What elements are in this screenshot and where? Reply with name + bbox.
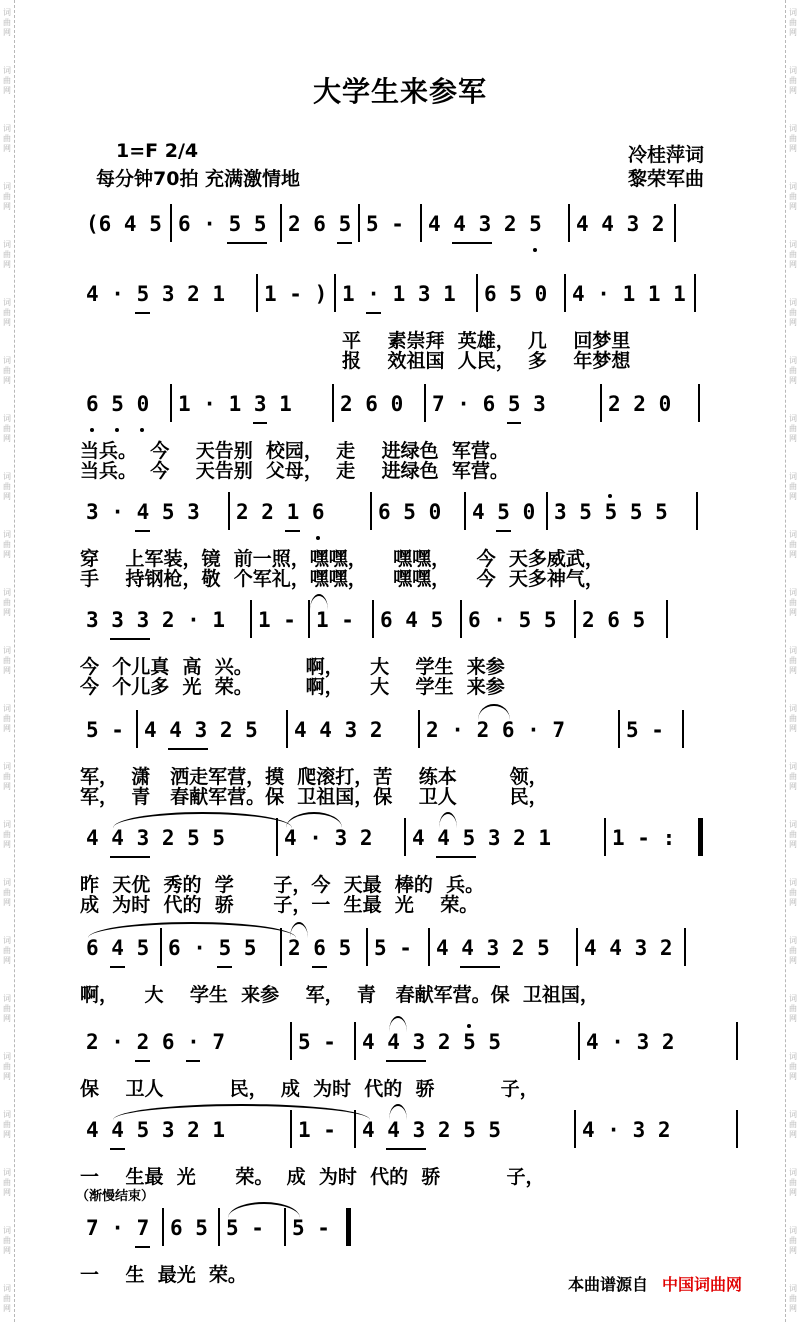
slur-arc bbox=[478, 704, 509, 720]
barline bbox=[546, 492, 548, 530]
measure: 4 · 3 2 bbox=[586, 1030, 675, 1054]
measure: 5 - bbox=[226, 1216, 264, 1240]
beam-underline bbox=[452, 242, 492, 244]
watermark-stamp: 词曲网 bbox=[789, 414, 797, 443]
barline bbox=[334, 274, 336, 312]
source-label: 本曲谱源自 bbox=[568, 1275, 649, 1294]
measure: 7 · 7 bbox=[86, 1216, 150, 1240]
beam-underline bbox=[386, 1148, 426, 1150]
lyric-line: 保 卫人 民， 成 为时 代的 骄 子， bbox=[80, 1078, 539, 1100]
measure: 1 - ) bbox=[264, 282, 328, 306]
slur-arc bbox=[113, 812, 292, 828]
watermark-stamp: 词曲网 bbox=[3, 1110, 11, 1139]
measure: 5 - bbox=[626, 718, 664, 742]
source-brand-link[interactable]: 中国词曲网 bbox=[662, 1275, 743, 1294]
watermark-stamp: 词曲网 bbox=[789, 124, 797, 153]
song-title: 大学生来参军 bbox=[312, 75, 487, 108]
octave-down-dot bbox=[533, 248, 537, 252]
lyric-line: 报 效祖国 人民， 多 年梦想 bbox=[342, 350, 631, 372]
measure: 2 · 2 6 · 7 bbox=[86, 1030, 226, 1054]
lyric-line: 一 生 最光 荣。 bbox=[80, 1264, 247, 1286]
barline bbox=[464, 492, 466, 530]
watermark-stamp: 词曲网 bbox=[789, 878, 797, 907]
barline bbox=[684, 928, 686, 966]
notation-line bbox=[80, 826, 740, 854]
beam-underline bbox=[386, 1060, 426, 1062]
barline bbox=[618, 710, 620, 748]
lyricist-credit: 冷桂萍词 bbox=[628, 144, 705, 166]
barline bbox=[576, 928, 578, 966]
measure: 3 · 4 5 3 bbox=[86, 500, 200, 524]
barline bbox=[358, 204, 360, 242]
measure: 6 · 5 5 bbox=[168, 936, 257, 960]
watermark-stamp: 词曲网 bbox=[789, 472, 797, 501]
beam-underline bbox=[110, 856, 150, 858]
measure: 5 - bbox=[298, 1030, 336, 1054]
watermark-stamp: 词曲网 bbox=[3, 1052, 11, 1081]
beam-underline bbox=[436, 856, 476, 858]
notation-line bbox=[80, 1118, 740, 1146]
measure: 1 · 1 3 1 bbox=[178, 392, 292, 416]
barline bbox=[136, 710, 138, 748]
measure: (6 4 5 bbox=[86, 212, 162, 236]
barline bbox=[460, 600, 462, 638]
barline bbox=[574, 600, 576, 638]
watermark-stamp: 词曲网 bbox=[3, 588, 11, 617]
measure: 2 6 0 bbox=[340, 392, 404, 416]
barline bbox=[736, 1022, 738, 1060]
watermark-stamp: 词曲网 bbox=[3, 936, 11, 965]
lyric-line: 平 素崇拜 英雄， 几 回梦里 bbox=[342, 330, 631, 352]
barline bbox=[696, 492, 698, 530]
watermark-stamp: 词曲网 bbox=[789, 936, 797, 965]
slur-arc bbox=[286, 812, 342, 828]
barline bbox=[694, 274, 696, 312]
measure: 4 4 5 3 2 1 bbox=[86, 1118, 226, 1142]
measure: 4 · 5 3 2 1 bbox=[86, 282, 226, 306]
octave-down-dot bbox=[316, 536, 320, 540]
slur-arc bbox=[113, 1104, 370, 1120]
lyric-line: 当兵。 今 天告别 父母， 走 进绿色 军营。 bbox=[80, 460, 509, 482]
watermark-stamp: 词曲网 bbox=[3, 472, 11, 501]
measure: 5 - bbox=[374, 936, 412, 960]
measure: 7 · 6 5 3 bbox=[432, 392, 546, 416]
barline bbox=[286, 710, 288, 748]
beam-underline bbox=[110, 638, 150, 640]
barline bbox=[404, 818, 406, 856]
barline bbox=[698, 818, 703, 856]
lyric-line: 啊， 大 学生 来参 军， 青 春献军营。保 卫祖国， bbox=[80, 984, 599, 1006]
barline bbox=[332, 384, 334, 422]
barline bbox=[256, 274, 258, 312]
measure: 5 - bbox=[86, 718, 124, 742]
measure: 6 · 5 5 bbox=[468, 608, 557, 632]
measure: 2 6 5 bbox=[582, 608, 646, 632]
barline bbox=[674, 204, 676, 242]
watermark-stamp: 词曲网 bbox=[789, 762, 797, 791]
lyric-line: 今 个儿多 光 荣。 啊， 大 学生 来参 bbox=[80, 676, 505, 698]
measure: 4 4 3 2 5 5 bbox=[362, 1030, 502, 1054]
barline bbox=[666, 600, 668, 638]
watermark-stamp: 词曲网 bbox=[789, 1110, 797, 1139]
barline bbox=[564, 274, 566, 312]
watermark-stamp: 词曲网 bbox=[3, 356, 11, 385]
slur-arc bbox=[389, 1104, 407, 1120]
watermark-stamp: 词曲网 bbox=[3, 1284, 11, 1313]
beam-underline bbox=[168, 748, 208, 750]
beam-underline bbox=[110, 1148, 125, 1150]
beam-underline bbox=[186, 1060, 201, 1062]
measure: 6 5 0 bbox=[378, 500, 442, 524]
barline bbox=[568, 204, 570, 242]
watermark-stamp: 词曲网 bbox=[3, 820, 11, 849]
barline bbox=[428, 928, 430, 966]
watermark-stamp: 词曲网 bbox=[789, 646, 797, 675]
watermark-stamp: 词曲网 bbox=[789, 298, 797, 327]
measure: 6 4 5 bbox=[380, 608, 444, 632]
lyric-line: 今 个儿真 高 兴。 啊， 大 学生 来参 bbox=[80, 656, 505, 678]
beam-underline bbox=[460, 966, 500, 968]
measure: 1 - bbox=[316, 608, 354, 632]
tempo-marking: 每分钟70拍 充满激情地 bbox=[96, 168, 301, 190]
measure: 4 4 3 2 5 bbox=[428, 212, 542, 236]
watermark-stamp: 词曲网 bbox=[3, 414, 11, 443]
beam-underline bbox=[135, 312, 150, 314]
notation-line bbox=[80, 282, 740, 310]
measure: 4 · 1 1 1 bbox=[572, 282, 686, 306]
measure: 4 4 3 2 5 bbox=[436, 936, 550, 960]
measure: 4 · 3 2 bbox=[582, 1118, 671, 1142]
watermark-stamp: 词曲网 bbox=[3, 762, 11, 791]
composer-credit: 黎荣军曲 bbox=[628, 168, 705, 190]
slur-arc bbox=[310, 594, 328, 610]
beam-underline bbox=[135, 530, 150, 532]
measure: 4 5 0 bbox=[472, 500, 536, 524]
barline bbox=[682, 710, 684, 748]
beam-underline bbox=[337, 242, 352, 244]
barline bbox=[600, 384, 602, 422]
lyric-line: 成 为时 代的 骄 子，一 生最 光 荣。 bbox=[80, 894, 479, 916]
watermark-stamp: 词曲网 bbox=[3, 878, 11, 907]
measure: 4 4 3 2 bbox=[584, 936, 673, 960]
notation-line bbox=[80, 718, 740, 746]
lyric-line: 昨 天优 秀的 学 子，今 天最 棒的 兵。 bbox=[80, 874, 485, 896]
measure: 4 4 3 2 bbox=[576, 212, 665, 236]
watermark-stamp: 词曲网 bbox=[3, 994, 11, 1023]
measure: 1 · 1 3 1 bbox=[342, 282, 456, 306]
watermark-stamp: 词曲网 bbox=[3, 182, 11, 211]
watermark-stamp: 词曲网 bbox=[789, 588, 797, 617]
measure: 2 2 1 6 bbox=[236, 500, 325, 524]
barline bbox=[218, 1208, 220, 1246]
lyric-line: 军， 青 春献军营。保 卫祖国，保 卫人 民， bbox=[80, 786, 548, 808]
slur-arc bbox=[389, 1016, 407, 1032]
beam-underline bbox=[253, 422, 268, 424]
octave-up-dot bbox=[608, 494, 612, 498]
watermark-stamp: 词曲网 bbox=[789, 240, 797, 269]
barline bbox=[228, 492, 230, 530]
barline bbox=[370, 492, 372, 530]
beam-underline bbox=[366, 312, 381, 314]
beam-underline bbox=[135, 1246, 150, 1248]
barline bbox=[162, 1208, 164, 1246]
measure: 5 - bbox=[292, 1216, 330, 1240]
beam-underline bbox=[227, 242, 267, 244]
measure: 3 3 3 2 · 1 bbox=[86, 608, 226, 632]
measure: 6 · 5 5 bbox=[178, 212, 267, 236]
lyric-line: 手 持钢枪，敬 个军礼，嘿嘿， 嘿嘿， 今 天多神气， bbox=[80, 568, 604, 590]
slur-arc bbox=[228, 1202, 300, 1218]
measure: 3 5 5 5 5 bbox=[554, 500, 668, 524]
beam-underline bbox=[110, 966, 125, 968]
watermark-stamp: 词曲网 bbox=[3, 124, 11, 153]
measure: 6 5 0 bbox=[484, 282, 548, 306]
measure: 2 · 2 6 · 7 bbox=[426, 718, 566, 742]
measure: 6 5 0 bbox=[86, 392, 150, 416]
watermark-stamp: 词曲网 bbox=[789, 1226, 797, 1255]
notation-line bbox=[80, 608, 740, 636]
slur-arc bbox=[439, 812, 457, 828]
barline bbox=[366, 928, 368, 966]
lyric-line: 当兵。 今 天告别 校园， 走 进绿色 军营。 bbox=[80, 440, 509, 462]
barline bbox=[574, 1110, 576, 1148]
beam-underline bbox=[285, 530, 300, 532]
measure: 4 4 5 3 2 1 bbox=[412, 826, 552, 850]
watermark-stamp: 词曲网 bbox=[3, 646, 11, 675]
octave-down-dot bbox=[90, 428, 94, 432]
barline bbox=[250, 600, 252, 638]
watermark-stamp: 词曲网 bbox=[789, 182, 797, 211]
barline bbox=[170, 204, 172, 242]
measure: 1 - : bbox=[612, 826, 676, 850]
watermark-stamp: 词曲网 bbox=[3, 298, 11, 327]
measure: 4 4 3 2 5 5 bbox=[86, 826, 226, 850]
measure: 4 4 3 2 bbox=[294, 718, 383, 742]
watermark-stamp: 词曲网 bbox=[789, 820, 797, 849]
notation-line bbox=[80, 212, 740, 240]
barline bbox=[736, 1110, 738, 1148]
watermark-stamp: 词曲网 bbox=[789, 356, 797, 385]
watermark-stamp: 词曲网 bbox=[789, 1284, 797, 1313]
watermark-stamp: 词曲网 bbox=[3, 1168, 11, 1197]
barline bbox=[170, 384, 172, 422]
watermark-stamp: 词曲网 bbox=[789, 66, 797, 95]
measure: 1 - bbox=[298, 1118, 336, 1142]
barline bbox=[604, 818, 606, 856]
notation-line bbox=[80, 392, 740, 420]
source-footer bbox=[568, 1272, 742, 1295]
beam-underline bbox=[507, 422, 522, 424]
barline bbox=[418, 710, 420, 748]
measure: 6 4 5 bbox=[86, 936, 150, 960]
measure: 4 4 3 2 5 5 bbox=[362, 1118, 502, 1142]
barline bbox=[424, 384, 426, 422]
lyric-line: 一 生最 光 荣。 成 为时 代的 骄 子， bbox=[80, 1166, 545, 1188]
watermark-stamp: 词曲网 bbox=[789, 1168, 797, 1197]
barline bbox=[290, 1022, 292, 1060]
watermark-stamp: 词曲网 bbox=[3, 704, 11, 733]
measure: 2 6 5 bbox=[288, 936, 352, 960]
octave-down-dot bbox=[115, 428, 119, 432]
watermark-stamp: 词曲网 bbox=[789, 1052, 797, 1081]
slur-arc bbox=[290, 922, 308, 938]
measure: 2 2 0 bbox=[608, 392, 672, 416]
barline bbox=[372, 600, 374, 638]
lyric-line: 军， 潇 洒走军营，摸 爬滚打，苦 练本 领， bbox=[80, 766, 548, 788]
barline bbox=[578, 1022, 580, 1060]
measure: 6 5 bbox=[170, 1216, 208, 1240]
beam-underline bbox=[217, 966, 232, 968]
watermark-stamp: 词曲网 bbox=[3, 240, 11, 269]
watermark-stamp: 词曲网 bbox=[3, 530, 11, 559]
measure: 5 - bbox=[366, 212, 404, 236]
octave-up-dot bbox=[467, 1024, 471, 1028]
watermark-stamp: 词曲网 bbox=[789, 530, 797, 559]
barline bbox=[354, 1022, 356, 1060]
barline bbox=[698, 384, 700, 422]
measure: 2 6 5 bbox=[288, 212, 352, 236]
watermark-stamp: 词曲网 bbox=[789, 994, 797, 1023]
watermark-stamp: 词曲网 bbox=[3, 1226, 11, 1255]
barline bbox=[476, 274, 478, 312]
beam-underline bbox=[312, 966, 327, 968]
measure: 4 4 3 2 5 bbox=[144, 718, 258, 742]
barline bbox=[346, 1208, 351, 1246]
lyric-line: 穿 上军装，镜 前一照，嘿嘿， 嘿嘿， 今 天多威武， bbox=[80, 548, 604, 570]
measure: 1 - bbox=[258, 608, 296, 632]
notation-line bbox=[80, 500, 740, 528]
notation-line bbox=[80, 936, 740, 964]
beam-underline bbox=[496, 530, 511, 532]
tempo-change-marking: （渐慢结束） bbox=[76, 1189, 155, 1204]
watermark-stamp: 词曲网 bbox=[789, 8, 797, 37]
watermark-stamp: 词曲网 bbox=[789, 704, 797, 733]
barline bbox=[420, 204, 422, 242]
watermark-stamp: 词曲网 bbox=[3, 66, 11, 95]
notation-line bbox=[80, 1030, 740, 1058]
slur-arc bbox=[88, 922, 296, 938]
watermark-stamp: 词曲网 bbox=[3, 8, 11, 37]
barline bbox=[280, 204, 282, 242]
octave-down-dot bbox=[140, 428, 144, 432]
key-time-signature: 1=F 2/4 bbox=[116, 140, 199, 162]
measure: 4 · 3 2 bbox=[284, 826, 373, 850]
beam-underline bbox=[135, 1060, 150, 1062]
notation-line bbox=[80, 1216, 740, 1244]
